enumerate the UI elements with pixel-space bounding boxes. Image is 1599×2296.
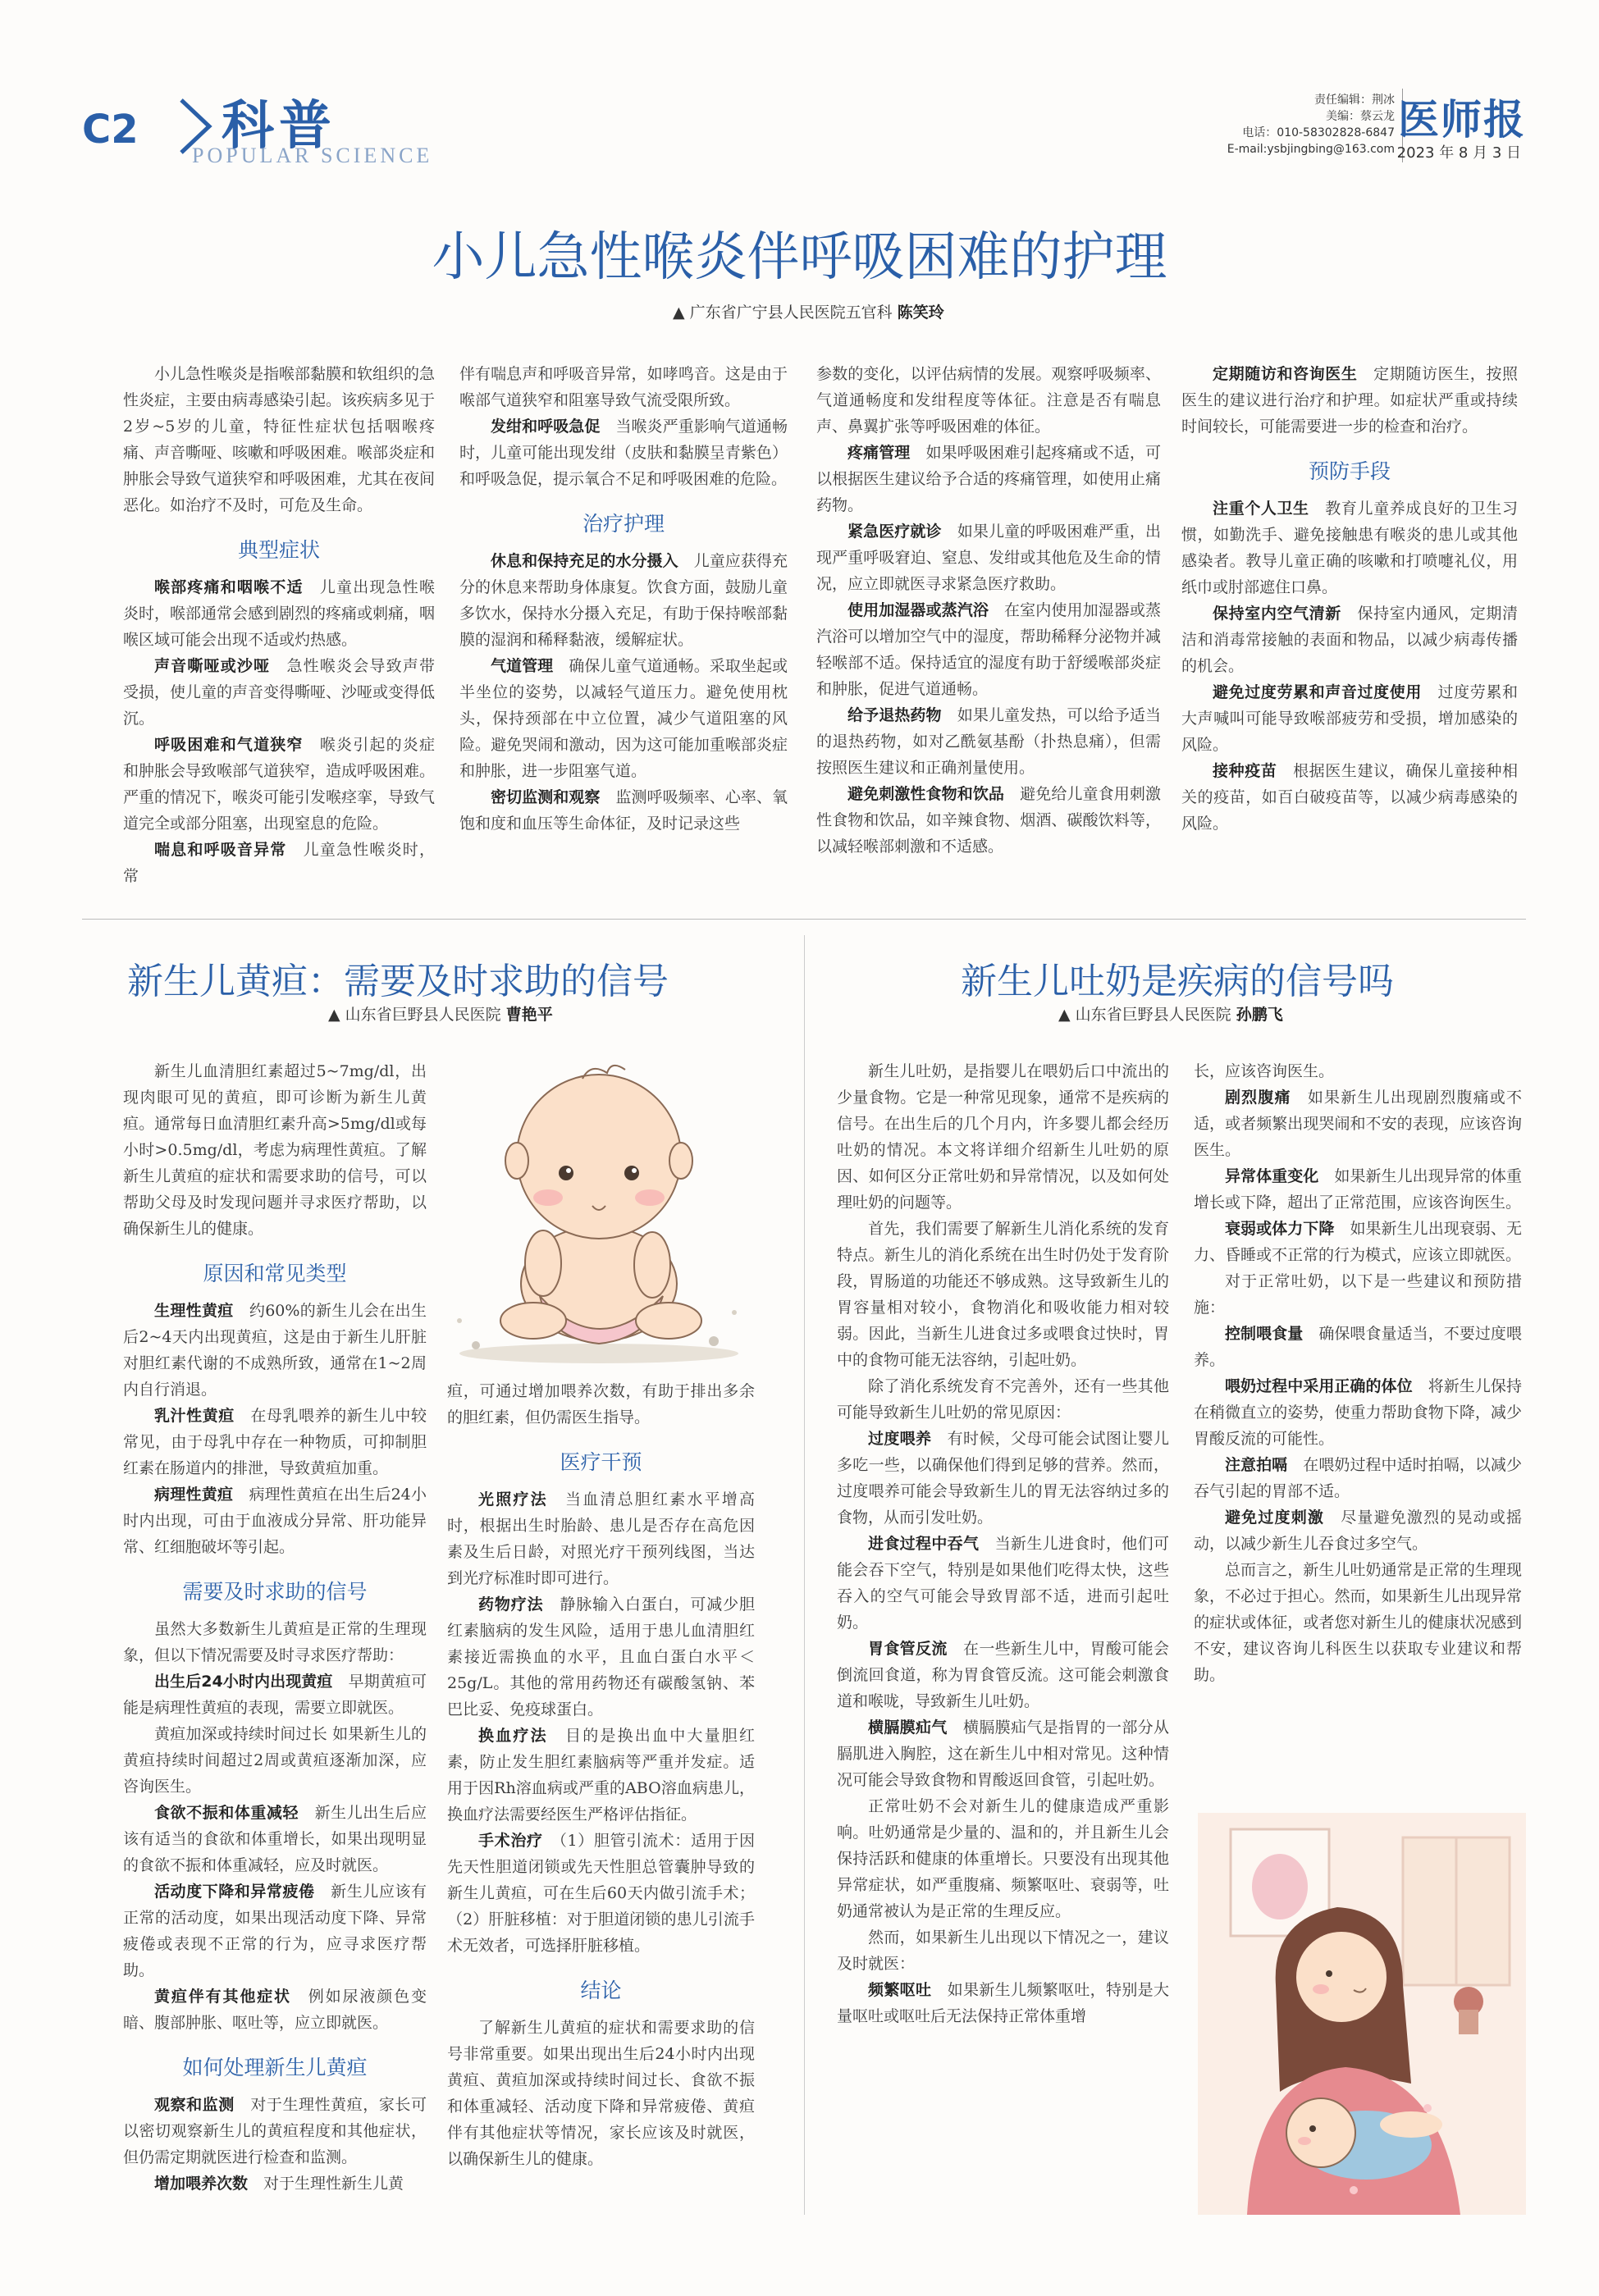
baby-illustration (443, 1050, 755, 1370)
paragraph (837, 1924, 1169, 1977)
article1-col3 (816, 361, 1161, 860)
keyword: 注重个人卫生 (1213, 500, 1326, 518)
keyword: 接种疫苗 (1213, 762, 1294, 780)
article3-col1 (837, 1058, 1169, 2029)
paragraph-text: 在一些新生儿中，胃酸可能会倒流回食道，称为胃食管反流。这可能会刺激食道和喉咙，导致新生儿吐奶。 (837, 1640, 1169, 1710)
paragraph (1181, 679, 1518, 758)
paragraph (1194, 1163, 1522, 1216)
paragraph-text: 急性喉炎会导致声带受损，使儿童的声音变得嘶哑、沙哑或变得低沉。 (123, 657, 436, 728)
paragraph-text: 了解新生儿黄疸的症状和需要求助的信号非常重要。如果出现出生后24小时内出现黄疸、黄疸加深或持续时间过长、食欲不振和体重减轻、活动度下降和异常疲倦、黄疸伴有其他症状等情况，家长应该及时就医，以确保新生儿的健康。 (447, 2019, 755, 2168)
paragraph (123, 1616, 427, 1668)
keyword: 换血疗法 (478, 1727, 565, 1745)
paragraph-text: 横膈膜疝气是指胃的一部分从膈肌进入胸腔，这在新生儿中相对常见。这种情况可能会导致食物和胃酸返回食管，引起吐奶。 (837, 1719, 1169, 1789)
paragraph (837, 1636, 1169, 1714)
paragraph (123, 2092, 427, 2170)
paragraph-text: 如果新生儿出现异常的体重增长或下降，超出了正常范围，应该咨询医生。 (1194, 1167, 1522, 1212)
keyword: 增加喂养次数 (154, 2175, 264, 2193)
article2-title: 新生儿黄疸：需要及时求助的信号 (127, 961, 669, 1002)
paragraph (816, 781, 1161, 860)
paragraph-text: 新生儿吐奶，是指婴儿在喂奶后口中流出的少量食物。它是一种常见现象，通常不是疾病的信号。在出生后的几个月内，许多婴儿都会经历吐奶的情况。本文将详细介绍新生儿吐奶的原因、如何区分正常吐奶和异常情况，以及如何处理吐奶的问题等。 (837, 1062, 1169, 1212)
keyword: 光照疗法 (478, 1490, 565, 1509)
paragraph-text: 静脉输入白蛋白，可减少胆红素脑病的发生风险，适用于患儿血清胆红素接近需换血的水平，且血白蛋白水平＜25g/L。其他的常用药物还有碳酸氢钠、苯巴比妥、免疫球蛋白。 (447, 1595, 755, 1719)
article3-byline (1058, 1002, 1283, 1025)
paragraph-text: 喉炎引起的炎症和肿胀会导致喉部气道狭窄，造成呼吸困难。严重的情况下，喉炎可能引发喉痉挛，导致气道完全或部分阻塞，出现窒息的危险。 (123, 736, 436, 833)
paragraph (1194, 1557, 1522, 1688)
keyword: 声音嘶哑或沙哑 (154, 657, 287, 675)
paragraph (123, 1878, 427, 1983)
paragraph-text: 例如尿液颜色变暗、腹部肿胀、呕吐等，应立即就医。 (123, 1988, 427, 2032)
editor-credits (1227, 92, 1395, 157)
paragraph-text: 目的是换出血中大量胆红素，防止发生胆红素脑病等严重并发症。适用于因Rh溶血病或严重的ABO溶血病患儿，换血疗法需要经医生严格评估指征。 (447, 1727, 755, 1824)
paragraph-text: 除了消化系统发育不完善外，还有一些其他可能导致新生儿吐奶的常见原因： (837, 1377, 1169, 1422)
paragraph (1194, 1084, 1522, 1163)
subheading: 治疗护理 (582, 512, 665, 536)
keyword: 进食过程中吞气 (868, 1535, 995, 1553)
keyword: 生理性黄疸 (154, 1302, 249, 1320)
paragraph-text: 新生儿出生后应该有适当的食欲和体重增长，如果出现明显的食欲不振和体重减轻，应及时就医。 (123, 1804, 427, 1874)
keyword: 避免过度劳累和声音过度使用 (1213, 683, 1438, 701)
paragraph-text: 当喉炎严重影响气道通畅时，儿童可能出现发绀（皮肤和黏膜呈青紫色）和呼吸急促，提示氧合不足和呼吸困难的危险。 (459, 418, 788, 488)
subheading: 结论 (580, 1979, 622, 2002)
subheading: 典型症状 (237, 538, 320, 562)
byline-org: ▲ 广东省广宁县人民医院五官科 (673, 304, 893, 322)
keyword: 胃食管反流 (868, 1640, 963, 1658)
paragraph-text: 如果新生儿出现衰弱、无力、昏睡或不正常的行为模式，应该立即就医。 (1194, 1220, 1522, 1264)
paragraph (816, 361, 1161, 440)
paragraph-text: （1）胆管引流术：适用于因先天性胆道闭锁或先天性胆总管囊肿导致的新生儿黄疸，可在生后60天内做引流手术；（2）肝脏移植：对于胆道闭锁的患儿引流手术无效者，可选择肝脏移植。 (447, 1832, 755, 1955)
paragraph (459, 361, 788, 413)
paragraph (837, 1216, 1169, 1373)
keyword: 呼吸困难和气道狭窄 (154, 736, 320, 754)
paragraph (123, 1298, 427, 1403)
paragraph (123, 1668, 427, 1721)
paragraph-text: 将新生儿保持在稍微直立的姿势，使重力帮助食物下降，减少胃酸反流的可能性。 (1194, 1377, 1522, 1448)
subheading: 如何处理新生儿黄疸 (182, 2056, 368, 2079)
keyword: 观察和监测 (154, 2096, 251, 2114)
paragraph (123, 1058, 427, 1242)
paragraph (816, 440, 1161, 518)
paragraph-text: 首先，我们需要了解新生儿消化系统的发育特点。新生儿的消化系统在出生时仍处于发育阶段，胃肠道的功能还不够成熟。这导致新生儿的胃容量相对较小，食物消化和吸收能力相对较弱。因此，当新生儿进食过多或喂食过快时，胃中的食物可能无法容纳，引起吐奶。 (837, 1220, 1169, 1369)
paragraph-text: 对于生理性新生儿黄 (263, 2175, 404, 2193)
paragraph-text: 对于正常吐奶，以下是一些建议和预防措施： (1194, 1272, 1522, 1317)
paragraph (447, 1591, 755, 1723)
section-title: 科普 (222, 96, 336, 157)
paragraph (1181, 495, 1518, 600)
email-line: E-mail:ysbjingbing@163.com (1227, 143, 1395, 156)
keyword: 给予退热药物 (847, 706, 957, 724)
keyword: 控制喂食量 (1225, 1325, 1319, 1343)
paragraph-text: 有时候，父母可能会试图让婴儿多吃一些，以确保他们得到足够的营养。然而，过度喂养可能会导致新生儿的胃无法容纳过多的食物，从而引发吐奶。 (837, 1430, 1169, 1527)
keyword: 喘息和呼吸音异常 (154, 841, 304, 859)
paragraph-text: 黄疸加深或持续时间过长 如果新生儿的黄疸持续时间超过2周或黄疸逐渐加深，应咨询医生。 (123, 1725, 427, 1796)
paragraph (123, 732, 435, 837)
paragraph (447, 1723, 755, 1828)
paragraph-text: 正常吐奶不会对新生儿的健康造成严重影响。吐奶通常是少量的、温和的，并且新生儿会保持活跃和健康的体重增长。只要没有出现其他异常症状，如严重腹痛、频繁呕吐、衰弱等，吐奶通常被认为是正常的生理反应。 (837, 1797, 1169, 1920)
paragraph-text: 当血清总胆红素水平增高时，根据出生时胎龄、患儿是否存在高危因素及生后日龄，对照光疗干预列线图，当达到光疗标准时即可进行。 (447, 1490, 755, 1587)
section-subtitle: POPULAR SCIENCE (192, 144, 433, 167)
keyword: 避免过度刺激 (1225, 1509, 1341, 1527)
article1-col1 (123, 361, 435, 889)
paragraph-text: 新生儿应该有正常的活动度，如果出现活动度下降、异常疲倦或表现不正常的行为，应寻求医疗帮助。 (123, 1883, 427, 1979)
paragraph-text: 病理性黄疸在出生后24小时内出现，可由于血液成分异常、肝功能异常、红细胞破坏等引起。 (123, 1486, 427, 1556)
column-divider (804, 935, 805, 2215)
paragraph (1181, 600, 1518, 679)
paragraph-text: 然而，如果新生儿出现以下情况之一，建议及时就医： (837, 1929, 1169, 1973)
paragraph (123, 574, 435, 653)
paragraph (1194, 1504, 1522, 1557)
keyword: 乳汁性黄疸 (154, 1407, 251, 1425)
paragraph-text: 儿童急性喉炎时，常 (123, 841, 435, 885)
paragraph (459, 653, 788, 784)
article1-col4 (1181, 361, 1518, 837)
paragraph-text: 总而言之，新生儿吐奶通常是正常的生理现象，不必过于担心。然而，如果新生儿出现异常的症状或体征，或者您对新生儿的健康状况感到不安，建议咨询儿科医生以获取专业建议和帮助。 (1194, 1561, 1522, 1684)
subheading: 医疗干预 (560, 1450, 642, 1474)
paragraph (447, 1828, 755, 1959)
paragraph-text: 保持室内通风，定期清洁和消毒常接触的表面和物品，以减少病毒传播的机会。 (1181, 605, 1518, 675)
keyword: 活动度下降和异常疲倦 (154, 1883, 331, 1901)
keyword: 病理性黄疸 (154, 1486, 249, 1504)
paragraph-text: 教育儿童养成良好的卫生习惯，如勤洗手、避免接触患有喉炎的患儿或其他感染者。教导儿童正确的咳嗽和打喷嚏礼仪，用纸巾或肘部遮住口鼻。 (1181, 500, 1518, 596)
keyword: 过度喂养 (868, 1430, 948, 1448)
paragraph (1194, 1373, 1522, 1452)
paragraph-text: 如果儿童的呼吸困难严重，出现严重呼吸窘迫、窒息、发绀或其他危及生命的情况，应立即就医寻求紧急医疗救助。 (816, 523, 1161, 593)
mother-baby-illustration (1198, 1813, 1526, 2215)
paragraph (123, 1983, 427, 2036)
phone-line: 电话：010-58302828-6847 (1242, 126, 1395, 139)
article2-col2 (447, 1378, 755, 2172)
keyword: 剧烈腹痛 (1225, 1089, 1308, 1107)
paragraph (459, 784, 788, 837)
designer-line: 美编：蔡云龙 (1326, 110, 1395, 123)
paragraph-text: 监测呼吸频率、心率、氧饱和度和血压等生命体征，及时记录这些 (459, 788, 788, 833)
article3-title: 新生儿吐奶是疾病的信号吗 (961, 961, 1394, 1002)
paragraph (447, 1486, 755, 1591)
paragraph-text: 长，应该咨询医生。 (1194, 1062, 1335, 1080)
paragraph-text: 如果新生儿出现剧烈腹痛或不适，或者频繁出现哭闹和不安的表现，应该咨询医生。 (1194, 1089, 1522, 1159)
paragraph (123, 361, 435, 518)
paragraph-text: 儿童出现急性喉炎时，喉部通常会感到剧烈的疼痛或刺痛，咽喉区域可能会出现不适或灼热感。 (123, 578, 436, 649)
subheading: 原因和常见类型 (203, 1262, 347, 1285)
paragraph (1194, 1268, 1522, 1321)
paragraph-text: 尽量避免激烈的晃动或摇动，以减少新生儿吞食过多空气。 (1194, 1509, 1522, 1553)
paragraph (123, 1481, 427, 1560)
keyword: 频繁呕吐 (868, 1981, 948, 1999)
paragraph-text: 儿童应获得充分的休息来帮助身体康复。饮食方面，鼓励儿童多饮水，保持水分摄入充足，有助于保持喉部黏膜的湿润和稀释黏液，缓解症状。 (459, 552, 788, 649)
keyword: 异常体重变化 (1225, 1167, 1335, 1185)
paragraph (837, 1793, 1169, 1924)
paragraph (816, 597, 1161, 702)
paragraph-text: 如果呼吸困难引起疼痛或不适，可以根据医生建议给予合适的疼痛管理，如使用止痛药物。 (816, 444, 1161, 514)
keyword: 食欲不振和体重减轻 (154, 1804, 315, 1822)
keyword: 气道管理 (491, 657, 569, 675)
subheading: 预防手段 (1308, 459, 1391, 483)
paragraph (1181, 361, 1518, 440)
paragraph (837, 1058, 1169, 1216)
paragraph-text: 虽然大多数新生儿黄疸是正常的生理现象，但以下情况需要及时寻求医疗帮助： (123, 1620, 427, 1664)
paragraph (123, 1403, 427, 1481)
paragraph (123, 837, 435, 889)
keyword: 保持室内空气清新 (1213, 605, 1358, 623)
paragraph-text: 参数的变化，以评估病情的发展。观察呼吸频率、气道通畅度和发绀程度等体征。注意是否有喘息声、鼻翼扩张等呼吸困难的体征。 (816, 365, 1161, 436)
paragraph (837, 1426, 1169, 1531)
paragraph (123, 653, 435, 732)
paragraph (1194, 1058, 1522, 1084)
paragraph (1194, 1321, 1522, 1373)
article2-col1 (123, 1058, 427, 2197)
section-divider (82, 919, 1526, 920)
keyword: 药物疗法 (478, 1595, 560, 1614)
keyword: 定期随访和咨询医生 (1213, 365, 1374, 383)
keyword: 发绀和呼吸急促 (491, 418, 616, 436)
keyword: 喂奶过程中采用正确的体位 (1225, 1377, 1428, 1395)
paragraph-text: 避免给儿童食用刺激性食物和饮品，如辛辣食物、烟酒、碳酸饮料等，以减轻喉部刺激和不适感。 (816, 785, 1161, 856)
paragraph (1181, 758, 1518, 837)
paragraph-text: 确保儿童气道通畅。采取坐起或半坐位的姿势，以减轻气道压力。避免使用枕头，保持颈部在中立位置，减少气道阻塞的风险。避免哭闹和激动，因为这可能加重喉部炎症和肿胀，进一步阻塞气道。 (459, 657, 788, 780)
keyword: 横膈膜疝气 (868, 1719, 963, 1737)
paragraph (816, 518, 1161, 597)
paragraph-text: 如果儿童发热，可以给予适当的退热药物，如对乙酰氨基酚（扑热息痛），但需按照医生建议和正确剂量使用。 (816, 706, 1161, 777)
keyword: 手术治疗 (478, 1832, 560, 1850)
paragraph-text: 如果新生儿频繁呕吐，特别是大量呕吐或呕吐后无法保持正常体重增 (837, 1981, 1169, 2025)
article1-byline (673, 300, 944, 322)
paragraph (447, 1378, 755, 1431)
paragraph (837, 1714, 1169, 1793)
keyword: 紧急医疗就诊 (847, 523, 957, 541)
article3-col2 (1194, 1058, 1522, 1688)
byline-author: 曹艳平 (505, 1006, 553, 1024)
paragraph (459, 413, 788, 492)
paragraph-text: 定期随访医生，按照医生的建议进行治疗和护理。如症状严重或持续时间较长，可能需要进一步的检查和治疗。 (1181, 365, 1518, 436)
paragraph (123, 1721, 427, 1800)
keyword: 休息和保持充足的水分摄入 (491, 552, 694, 570)
paragraph (447, 2015, 755, 2172)
byline-org: ▲ 山东省巨野县人民医院 (1058, 1006, 1231, 1024)
keyword: 黄疸伴有其他症状 (154, 1988, 308, 2006)
byline-author: 孙鹏飞 (1236, 1006, 1283, 1024)
paragraph-text: 新生儿血清胆红素超过5~7mg/dl，出现肉眼可见的黄疸，即可诊断为新生儿黄疸。通常每日血清胆红素升高>5mg/dl或每小时>0.5mg/dl，考虑为病理性黄疸。了解新生儿黄疸的症状和需要求助的信号，可以帮助父母及时发现问题并寻求医疗帮助，以确保新生儿的健康。 (123, 1062, 427, 1238)
keyword: 衰弱或体力下降 (1225, 1220, 1350, 1238)
masthead (82, 82, 1526, 172)
keyword: 密切监测和观察 (491, 788, 616, 806)
paragraph-text: 根据医生建议，确保儿童接种相关的疫苗，如百白破疫苗等，以减少病毒感染的风险。 (1181, 762, 1518, 833)
paragraph (123, 2170, 427, 2197)
newspaper-logo: 医师报 (1398, 96, 1526, 144)
paragraph-text: 约60%的新生儿会在出生后2~4天内出现黄疸，这是由于新生儿肝脏对胆红素代谢的不成熟所致，通常在1~2周内自行消退。 (123, 1302, 427, 1399)
page-number: C2 (82, 107, 139, 153)
paragraph (837, 1373, 1169, 1426)
paragraph-text: 疸，可通过增加喂养次数，有助于排出多余的胆红素，但仍需医生指导。 (447, 1382, 755, 1426)
keyword: 出生后24小时内出现黄疸 (154, 1673, 349, 1691)
paragraph-text: 在喂奶过程中适时拍嗝，以减少吞气引起的胃部不适。 (1194, 1456, 1522, 1500)
paragraph-text: 对于生理性黄疸，家长可以密切观察新生儿的黄疸程度和其他症状，但仍需定期就医进行检查和监测。 (123, 2096, 427, 2166)
article1-title: 小儿急性喉炎伴呼吸困难的护理 (432, 227, 1167, 288)
keyword: 喉部疼痛和咽喉不适 (154, 578, 320, 596)
paragraph (837, 1531, 1169, 1636)
article1-col2 (459, 361, 788, 837)
issue-date: 2023 年 8 月 3 日 (1396, 144, 1521, 162)
keyword: 使用加湿器或蒸汽浴 (847, 601, 1005, 619)
paragraph-text: 伴有喘息声和呼吸音异常，如哮鸣音。这是由于喉部气道狭窄和阻塞导致气流受限所致。 (459, 365, 788, 409)
paragraph-text: 确保喂食量适当，不要过度喂养。 (1194, 1325, 1522, 1369)
article2-byline (328, 1002, 553, 1025)
keyword: 注意拍嗝 (1225, 1456, 1304, 1474)
byline-org: ▲ 山东省巨野县人民医院 (328, 1006, 501, 1024)
byline-author: 陈笑玲 (897, 304, 944, 322)
paragraph (1194, 1216, 1522, 1268)
editor-line: 责任编辑：荆冰 (1314, 94, 1395, 107)
paragraph (459, 548, 788, 653)
paragraph (816, 702, 1161, 781)
paragraph-text: 过度劳累和大声喊叫可能导致喉部疲劳和受损，增加感染的风险。 (1181, 683, 1518, 754)
paragraph-text: 当新生儿进食时，他们可能会吞下空气，特别是如果他们吃得太快，这些吞入的空气可能会导致胃部不适，进而引起吐奶。 (837, 1535, 1169, 1632)
keyword: 避免刺激性食物和饮品 (847, 785, 1021, 803)
paragraph-text: 在母乳喂养的新生儿中较常见，由于母乳中存在一种物质，可抑制胆红素在肠道内的排泄，导致黄疸加重。 (123, 1407, 427, 1477)
paragraph-text: 在室内使用加湿器或蒸汽浴可以增加空气中的湿度，帮助稀释分泌物并减轻喉部不适。保持适宜的湿度有助于舒缓喉部炎症和肿胀，促进气道通畅。 (816, 601, 1161, 698)
keyword: 疼痛管理 (847, 444, 926, 462)
paragraph (837, 1977, 1169, 2029)
paragraph (123, 1800, 427, 1878)
paragraph (1194, 1452, 1522, 1504)
paragraph-text: 小儿急性喉炎是指喉部黏膜和软组织的急性炎症，主要由病毒感染引起。该疾病多见于2岁~5岁的儿童，特征性症状包括咽喉疼痛、声音嘶哑、咳嗽和呼吸困难。喉部炎症和肿胀会导致气道狭窄和呼吸困难，尤其在夜间恶化。如治疗不及时，可危及生命。 (123, 365, 436, 514)
subheading: 需要及时求助的信号 (182, 1580, 368, 1604)
paragraph-text: 早期黄疸可能是病理性黄疸的表现，需要立即就医。 (123, 1673, 427, 1717)
